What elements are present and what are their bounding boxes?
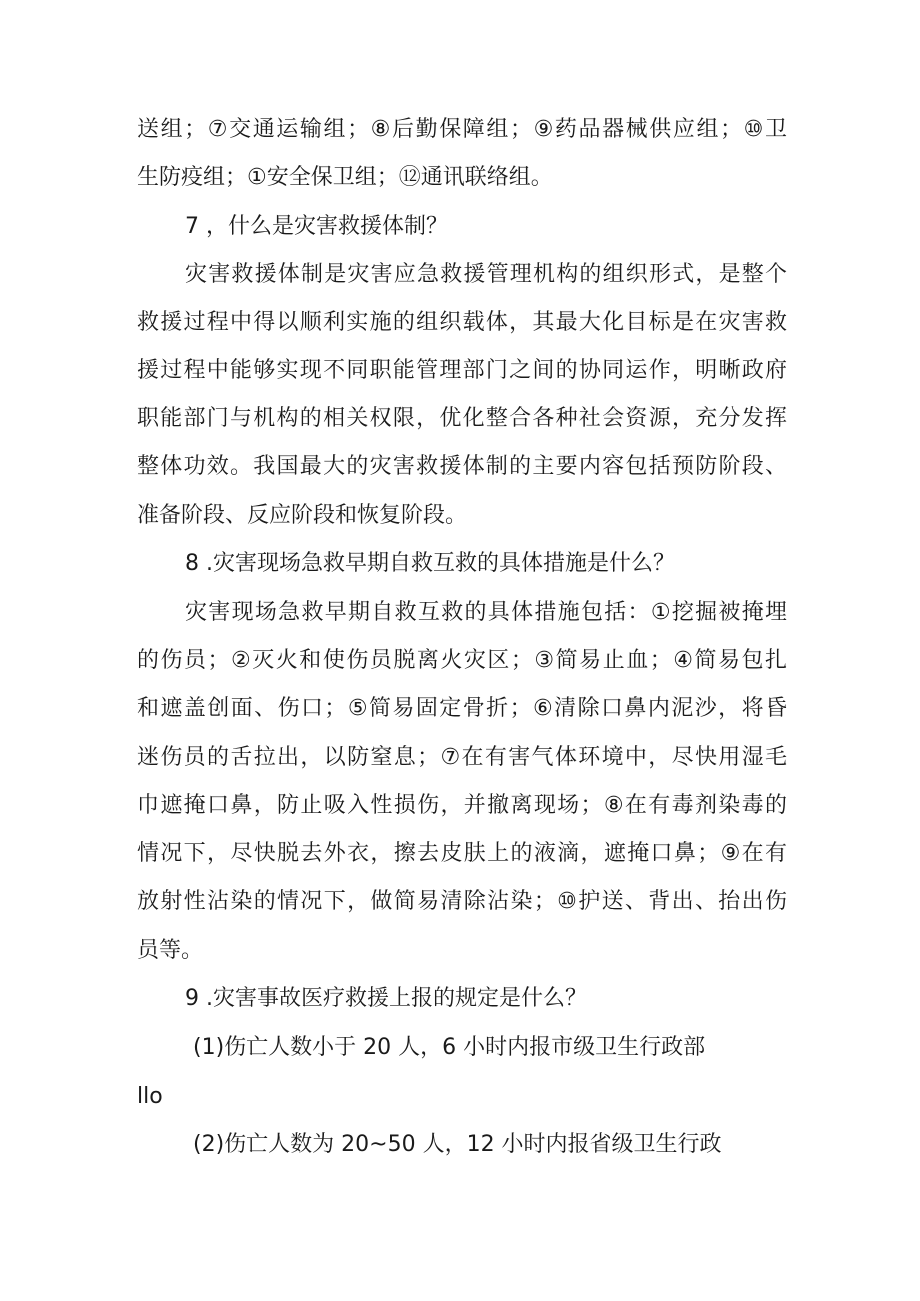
answer-7-line-3: 援过程中能够实现不同职能管理部门之间的协同运作，明晰政府 [137,358,787,383]
answer-8-line-6: 情况下，尽快脱去外衣，擦去皮肤上的液滴，遮掩口鼻；⑨在有 [137,841,787,866]
answer-8-line-5: 巾遮掩口鼻，防止吸入性损伤，并撤离现场；⑧在有毒剂染毒的 [137,793,787,818]
answer-7-line-4: 职能部门与机构的相关权限，优化整合各种社会资源，充分发挥 [137,406,787,431]
text-line-1: 送组；⑦交通运输组；⑧后勤保障组；⑨药品器械供应组；⑩卫 [137,117,787,142]
answer-7-line-6: 准备阶段、反应阶段和恢复阶段。 [137,503,468,528]
answer-9-item-1-continuation: llo [137,1084,163,1109]
answer-7-line-1: 灾害救援体制是灾害应急救援管理机构的组织形式，是整个 [185,262,787,287]
answer-8-line-4: 迷伤员的舌拉出，以防窒息；⑦在有害气体环境中，尽快用湿毛 [137,745,787,770]
answer-8-line-7: 放射性沾染的情况下，做简易清除沾染；⑩护送、背出、抬出伤 [137,889,787,914]
answer-8-line-8: 员等。 [137,938,204,963]
answer-7-line-2: 救援过程中得以顺利实施的组织载体，其最大化目标是在灾害救 [137,310,787,335]
question-9-heading: 9 .灾害事故医疗救援上报的规定是什么？ [185,986,587,1011]
answer-8-line-2: 的伤员；②灭火和使伤员脱离火灾区；③简易止血；④简易包扎 [137,648,787,673]
question-8-heading: 8 .灾害现场急救早期自救互救的具体措施是什么？ [185,551,675,576]
answer-9-item-1: (1)伤亡人数小于 20 人，6 小时内报市级卫生行政部 [193,1035,706,1060]
answer-8-line-3: 和遮盖创面、伤口；⑤简易固定骨折；⑥清除口鼻内泥沙，将昏 [137,696,787,721]
question-7-heading: 7 ，什么是灾害救援体制？ [185,214,448,239]
answer-8-line-1: 灾害现场急救早期自救互救的具体措施包括：①挖掘被掩埋 [185,600,787,625]
answer-7-line-5: 整体功效。我国最大的灾害救援体制的主要内容包括预防阶段、 [137,454,787,479]
answer-9-item-2: (2)伤亡人数为 20~50 人，12 小时内报省级卫生行政 [193,1132,722,1157]
text-line-2: 生防疫组；①安全保卫组；⑫通讯联络组。 [137,165,553,190]
